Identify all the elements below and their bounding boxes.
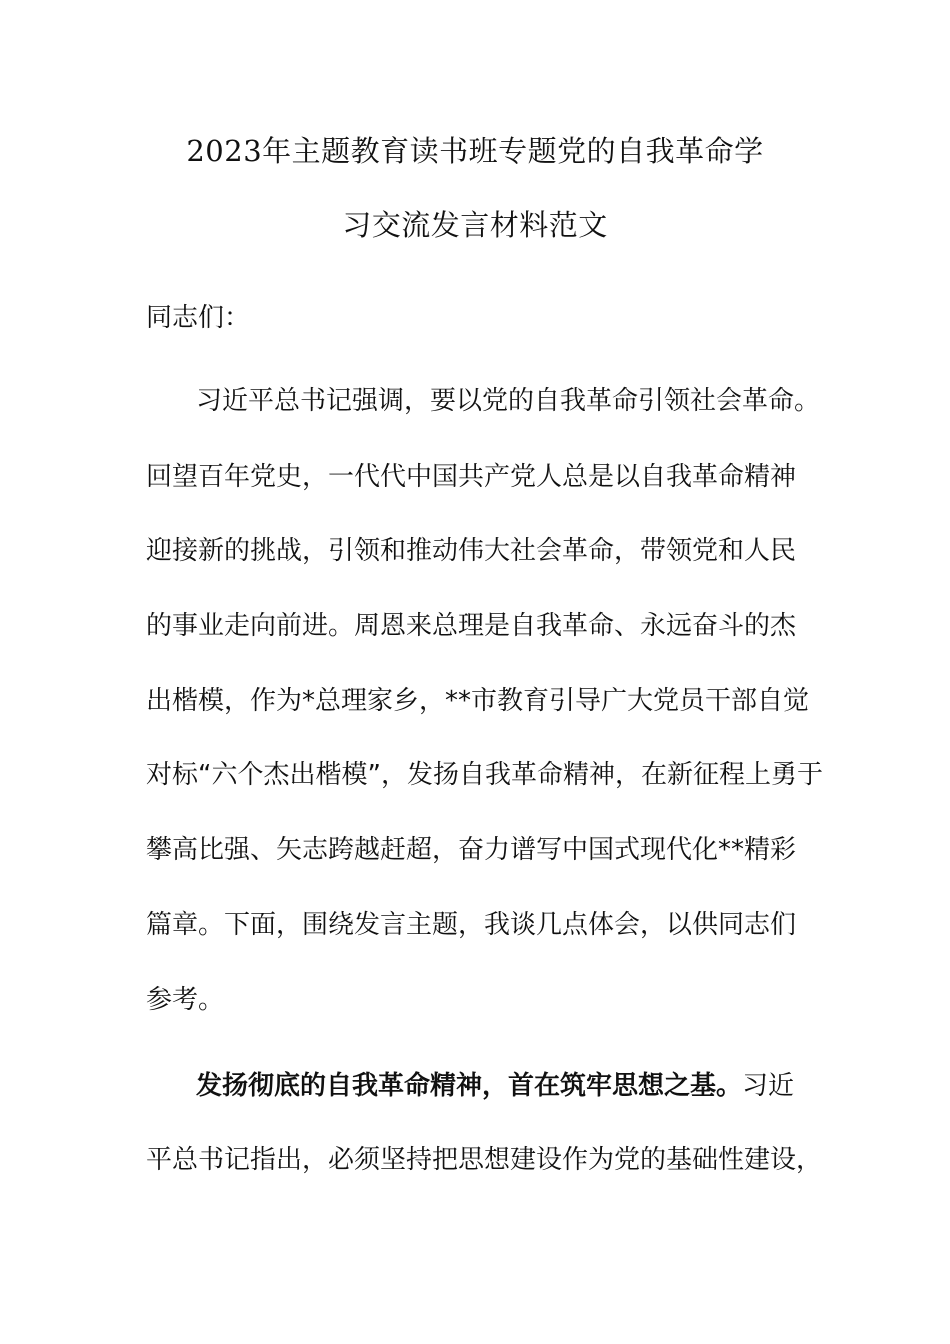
paragraph-1-line-7: 攀高比强、矢志跨越赶超，奋力谱写中国式现代化**精彩 (146, 835, 797, 865)
paragraph-1-line-2: 回望百年党史，一代代中国共产党人总是以自我革命精神 (146, 462, 797, 492)
paragraph-2-line-1-rest: 习近 (742, 1071, 795, 1101)
paragraph-1-line-9: 参考。 (146, 985, 225, 1015)
paragraph-2-line-1 (196, 1066, 794, 1106)
paragraph-1-line-6: 对标“六个杰出楷模”，发扬自我革命精神，在新征程上勇于 (146, 760, 823, 790)
document-title-line-2: 习交流发言材料范文 (342, 208, 608, 242)
paragraph-1-line-3: 迎接新的挑战，引领和推动伟大社会革命，带领党和人民 (146, 536, 797, 566)
paragraph-1-line-1: 习近平总书记强调，要以党的自我革命引领社会革命。 (196, 386, 821, 416)
paragraph-2-heading: 发扬彻底的自我革命精神，首在筑牢思想之基。 (196, 1071, 743, 1101)
paragraph-1-line-8: 篇章。下面，围绕发言主题，我谈几点体会，以供同志们 (146, 910, 797, 940)
paragraph-1-line-4: 的事业走向前进。周恩来总理是自我革命、永远奋斗的杰 (146, 611, 797, 641)
document-title-line-1: 2023年主题教育读书班专题党的自我革命学 (186, 134, 764, 168)
paragraph-2-line-2: 平总书记指出，必须坚持把思想建设作为党的基础性建设， (146, 1145, 823, 1175)
paragraph-1-line-5: 出楷模，作为*总理家乡，**市教育引导广大党员干部自觉 (146, 686, 810, 716)
salutation: 同志们： (146, 303, 251, 333)
